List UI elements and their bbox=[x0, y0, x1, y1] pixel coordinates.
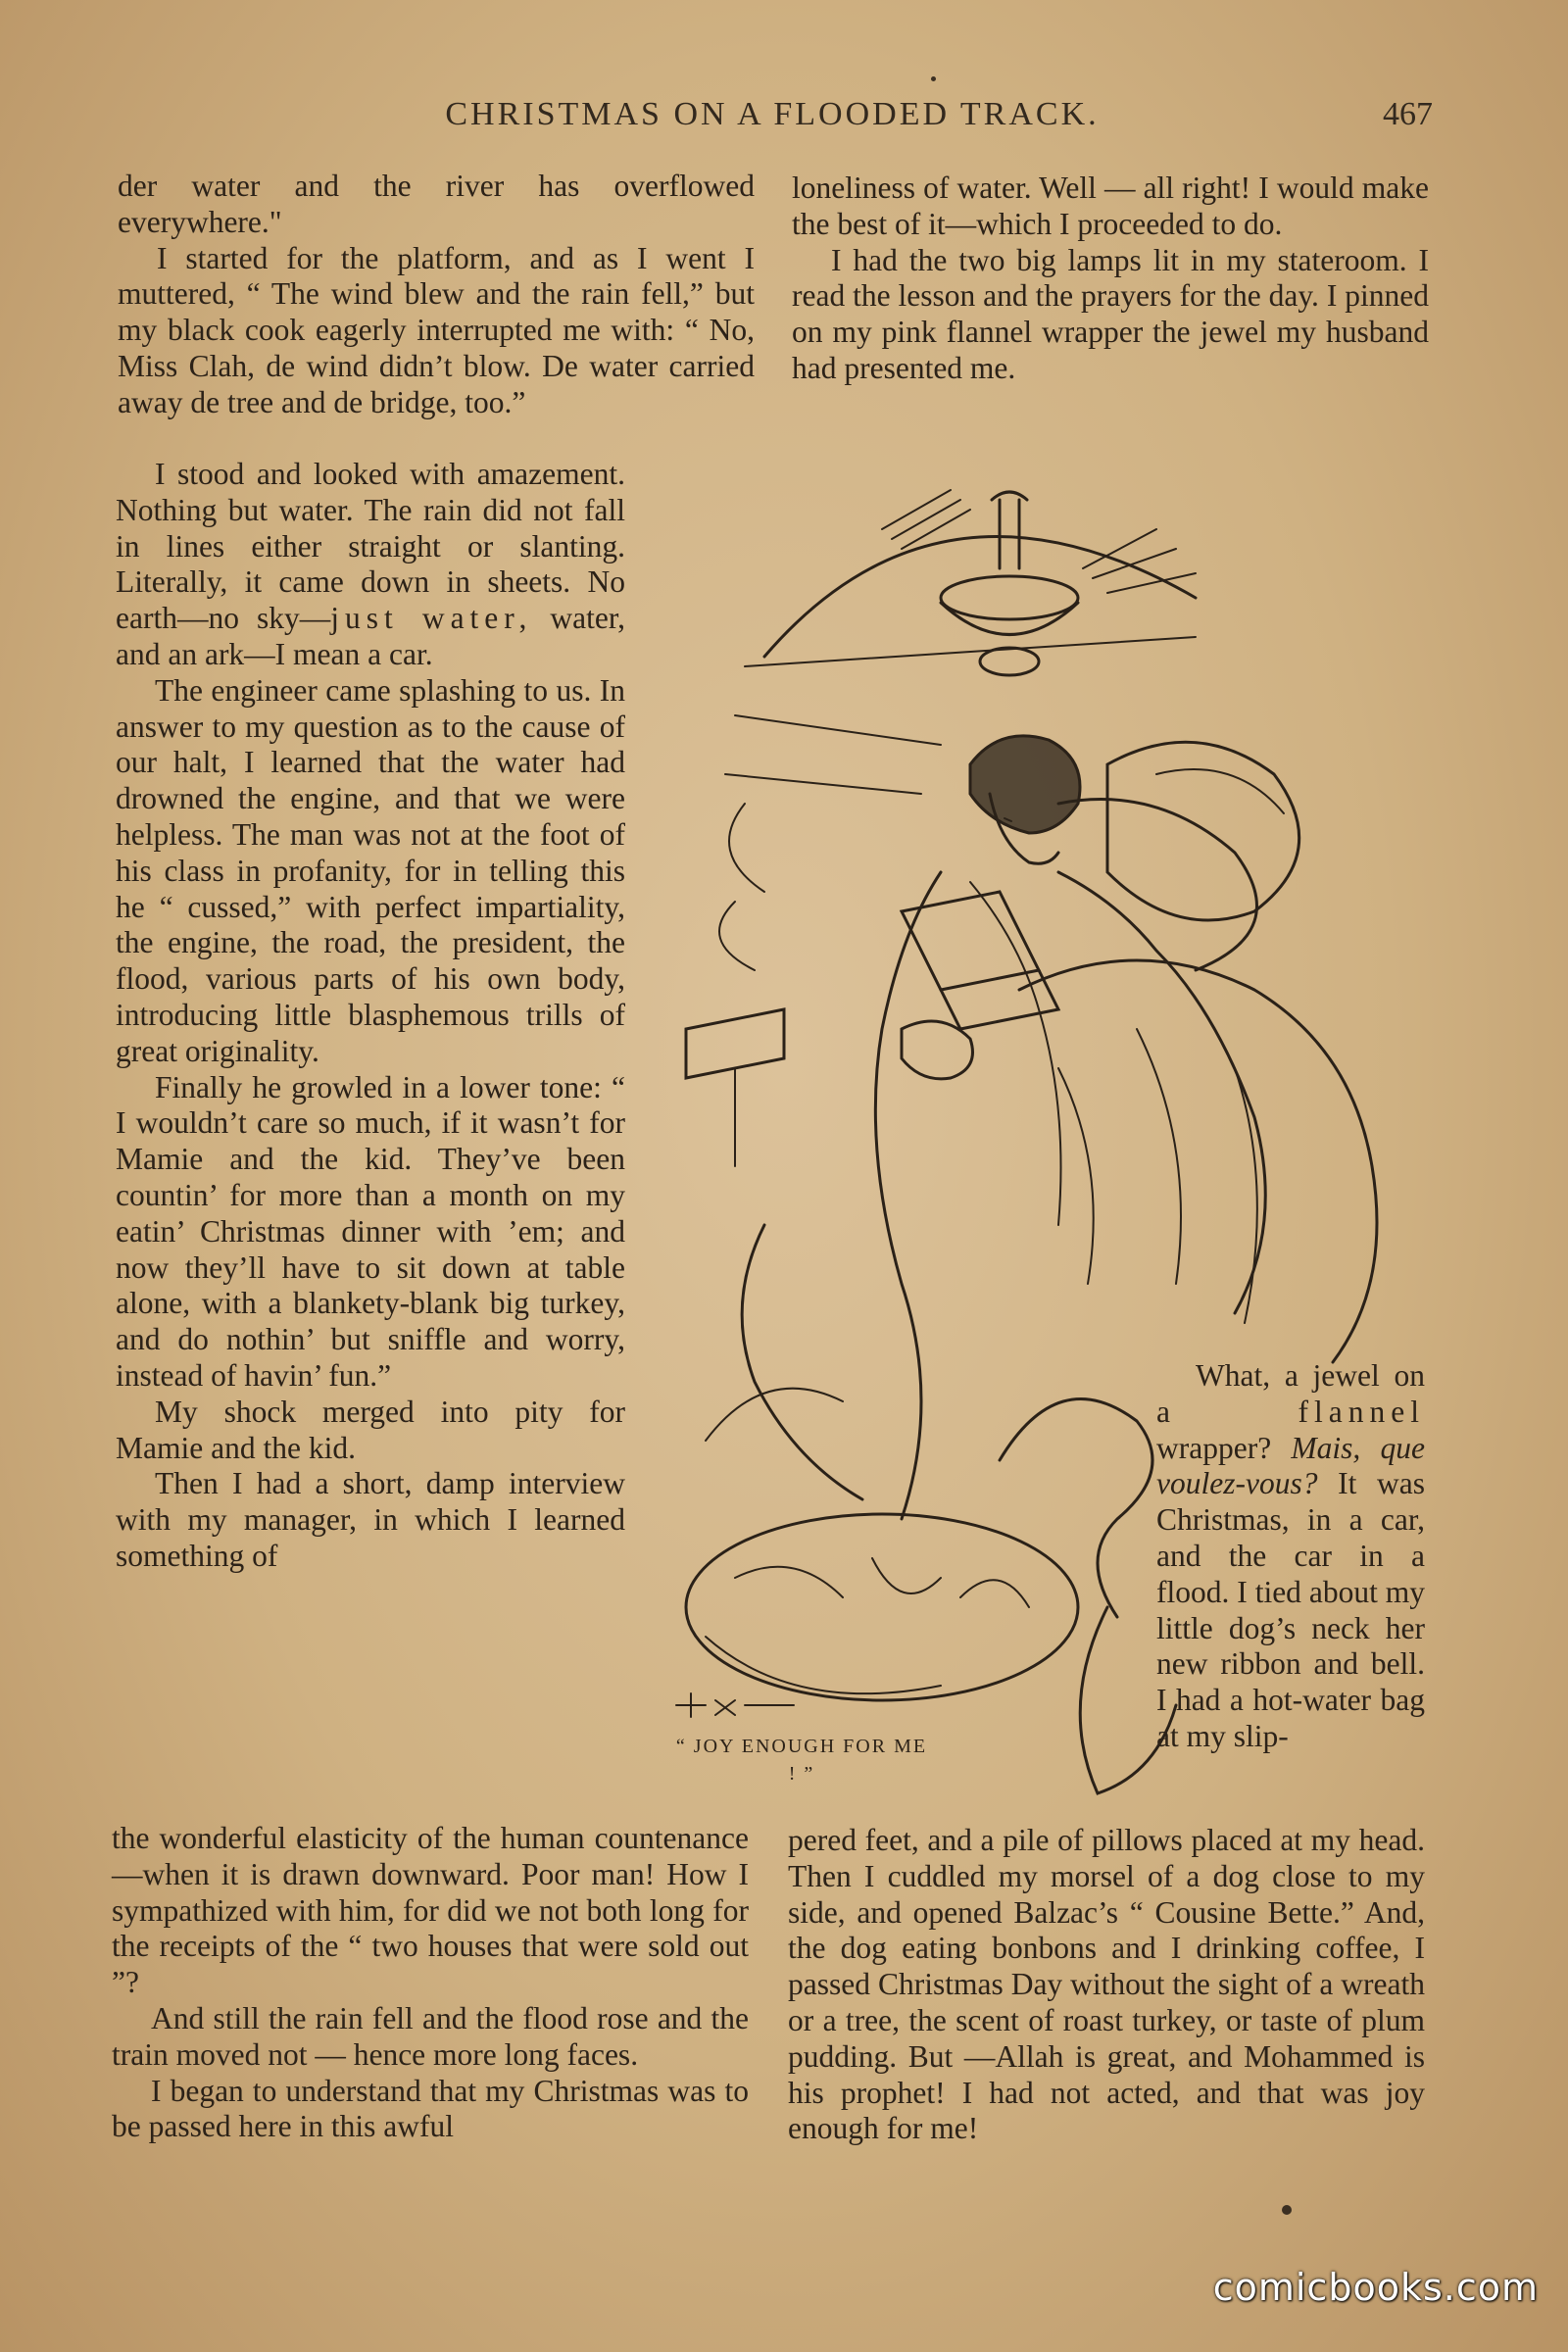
italic-text: Mais, que voulez-vous? bbox=[1156, 1430, 1425, 1501]
paragraph: I began to understand that my Christmas was to be passed here in this awful bbox=[112, 2073, 749, 2144]
paragraph: der water and the river has overflowed everywhere." bbox=[118, 169, 755, 239]
left-column-narrow bbox=[116, 457, 625, 1575]
spaced-text: flannel bbox=[1298, 1394, 1425, 1429]
paragraph: the wonderful elasticity of the human countenance—when it is drawn downward. Poor man! How I sympathized with him, for did we not both long for the receipts of the “ two houses that were sold out ”? bbox=[112, 1821, 749, 2000]
ink-speck bbox=[931, 76, 936, 81]
text-run: wrapper? bbox=[1156, 1430, 1292, 1465]
left-column-top bbox=[118, 169, 755, 421]
paragraph bbox=[1156, 1358, 1425, 1755]
spaced-text: just water, bbox=[330, 601, 533, 636]
paragraph: I started for the platform, and as I went I muttered, “ The wind blew and the rain fell,” but my black cook eagerly interrupted me with: “ No, Miss Clah, de wind didn’t blow. De water carried away de tree and de bridge, too.” bbox=[118, 240, 755, 419]
paragraph: loneliness of water. Well — all right! I would make the best of it—which I proceeded to do. bbox=[792, 171, 1429, 241]
paragraph bbox=[116, 457, 625, 673]
paragraph: pered feet, and a pile of pillows placed at my head. Then I cuddled my morsel of a dog close to my side, and opened Balzac’s “ Cousine Bette.” And, the dog eating bonbons and I drinking coffee, I passed Christmas Day without the sight of a wreath or a tree, the scent of roast turkey, or taste of plum pudding. But —Allah is great, and Mohammed is his prophet! I had not acted, and that was joy enough for me! bbox=[788, 1823, 1425, 2146]
right-column-narrow bbox=[1156, 1358, 1425, 1755]
paragraph: And still the rain fell and the flood rose and the train moved not — hence more long faces. bbox=[112, 2000, 749, 2072]
right-column-bottom bbox=[788, 1823, 1425, 2147]
left-column-bottom bbox=[112, 1821, 749, 2145]
right-column-top bbox=[792, 171, 1429, 387]
watermark: comicbooks.com bbox=[1212, 2266, 1539, 2309]
text-run: What, a jewel on a bbox=[1156, 1358, 1425, 1429]
running-title: CHRISTMAS ON A FLOODED TRACK. bbox=[445, 96, 1100, 132]
paragraph: I had the two big lamps lit in my stateroom. I read the lesson and the prayers for the day. I pinned on my pink flannel wrapper the jewel my husband had presented me. bbox=[792, 242, 1429, 385]
paragraph: My shock merged into pity for Mamie and the kid. bbox=[116, 1394, 625, 1465]
paragraph: The engineer came splashing to us. In answer to my question as to the cause of our halt, I learned that the water had drowned the engine, and that we were helpless. The man was not at the foot of his class in profanity, for in telling this he “ cussed,” with perfect impartiality, the engine, the road, the president, the flood, various parts of his own body, introducing little blasphemous trills of great originality. bbox=[116, 672, 625, 1068]
text-run: water, and an ark—I mean a car. bbox=[116, 601, 625, 671]
page-number: 467 bbox=[1383, 96, 1433, 132]
paragraph: Finally he growled in a lower tone: “ I wouldn’t care so much, if it wasn’t for Mamie and the kid. They’ve been countin’ for more than a month on my eatin’ Christmas dinner with ’em; and now they’ll have to sit down at table alone, with a blankety-blank big turkey, and do nothin’ but sniffle and worry, instead of havin’ fun.” bbox=[116, 1069, 625, 1393]
paragraph: Then I had a short, damp interview with my manager, in which I learned something of bbox=[116, 1466, 625, 1573]
ink-speck bbox=[1282, 2205, 1292, 2215]
text-run: I stood and looked with amazement. Nothing but water. The rain did not fall in lines either straight or slanting. Literally, it came down in sheets. No earth—no sky— bbox=[116, 457, 625, 636]
text-run: It was Christmas, in a car, and the car in a flood. I tied about my little dog’s neck her new ribbon and bell. I had a hot-water bag at my slip- bbox=[1156, 1466, 1425, 1753]
illustration-caption: “ JOY ENOUGH FOR ME ! ” bbox=[675, 1736, 928, 1785]
